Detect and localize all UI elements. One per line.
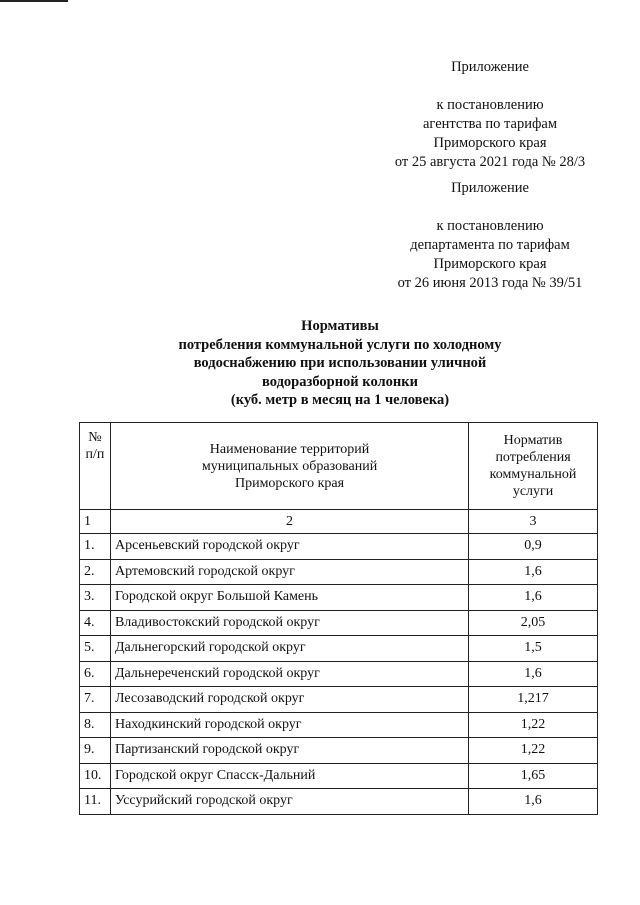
header-text: муниципальных образований	[201, 458, 378, 474]
row-territory: Владивостокский городской округ	[110, 610, 468, 636]
row-norm-value: 1,217	[469, 687, 598, 713]
row-index: 1.	[80, 534, 111, 560]
row-territory: Уссурийский городской округ	[110, 789, 468, 815]
table-row	[80, 559, 598, 585]
row-territory: Арсеньевский городской округ	[110, 534, 468, 560]
approval-heading: Приложение	[451, 59, 529, 75]
row-norm-value: 1,65	[469, 763, 598, 789]
table-row	[80, 585, 598, 611]
approval-line: к постановлению	[436, 218, 544, 234]
header-text: коммунальной	[489, 467, 577, 482]
header-norm	[469, 423, 598, 510]
table-row	[80, 738, 598, 764]
title-line: водоснабжению при использовании уличной	[193, 355, 487, 371]
approval-block-department	[380, 179, 600, 293]
title-line: потребления коммунальной услуги по холодному	[178, 336, 502, 353]
row-norm-value: 0,9	[469, 534, 598, 560]
table-row	[80, 661, 598, 687]
table-row	[80, 687, 598, 713]
row-territory: Артемовский городской округ	[110, 559, 468, 585]
table-row	[80, 534, 598, 560]
table-header-row	[80, 423, 598, 510]
row-norm-value: 1,5	[469, 636, 598, 662]
approval-heading: Приложение	[451, 180, 529, 196]
row-norm-value: 1,22	[469, 738, 598, 764]
header-text: п/п	[85, 447, 105, 462]
row-territory: Городской округ Спасск-Дальний	[110, 763, 468, 789]
row-norm-value: 1,6	[469, 789, 598, 815]
title-line: водоразборной колонки	[262, 373, 418, 390]
row-index: 8.	[80, 712, 111, 738]
title-line: Нормативы	[301, 318, 379, 334]
row-territory: Дальнегорский городской округ	[110, 636, 468, 662]
row-index: 11.	[80, 789, 111, 815]
header-text: №	[88, 430, 102, 445]
header-text: Наименование территорий	[209, 441, 370, 457]
row-index: 3.	[80, 585, 111, 611]
row-index: 4.	[80, 610, 111, 636]
title-line: (куб. метр в месяц на 1 человека)	[230, 392, 450, 408]
approval-line: Приморского края	[433, 256, 547, 272]
row-index: 5.	[80, 636, 111, 662]
header-text: Норматив	[503, 433, 563, 448]
row-norm-value: 1,6	[469, 585, 598, 611]
table-row	[80, 789, 598, 815]
approval-line: к постановлению	[436, 97, 544, 113]
table-row	[80, 763, 598, 789]
row-territory: Партизанский городской округ	[110, 738, 468, 764]
scan-edge-mark	[0, 0, 68, 2]
column-number: 1	[80, 510, 111, 534]
document-title	[120, 317, 560, 410]
row-index: 6.	[80, 661, 111, 687]
header-text: Приморского края	[234, 475, 345, 491]
table-row	[80, 636, 598, 662]
table-row	[80, 712, 598, 738]
row-norm-value: 1,6	[469, 559, 598, 585]
column-number: 2	[110, 510, 468, 534]
approval-line: от 26 июня 2013 года № 39/51	[397, 275, 583, 291]
header-text: услуги	[512, 484, 554, 499]
header-number	[80, 423, 111, 510]
row-territory: Городской округ Большой Камень	[110, 585, 468, 611]
approval-line: агентства по тарифам	[423, 116, 557, 132]
row-territory: Лесозаводский городской округ	[110, 687, 468, 713]
row-norm-value: 2,05	[469, 610, 598, 636]
approval-line: от 25 августа 2021 года № 28/3	[394, 154, 586, 170]
row-index: 10.	[80, 763, 111, 789]
row-index: 2.	[80, 559, 111, 585]
row-territory: Дальнереченский городской округ	[110, 661, 468, 687]
row-index: 9.	[80, 738, 111, 764]
row-index: 7.	[80, 687, 111, 713]
norms-table	[79, 422, 598, 815]
approval-line: департамента по тарифам	[410, 237, 570, 253]
row-norm-value: 1,22	[469, 712, 598, 738]
approval-block-agency	[380, 58, 600, 172]
header-text: потребления	[495, 450, 571, 465]
table-row	[80, 610, 598, 636]
column-numbers-row	[80, 510, 598, 534]
column-number: 3	[469, 510, 598, 534]
approval-line: Приморского края	[433, 135, 547, 151]
row-territory: Находкинский городской округ	[110, 712, 468, 738]
header-territory	[110, 423, 468, 510]
row-norm-value: 1,6	[469, 661, 598, 687]
